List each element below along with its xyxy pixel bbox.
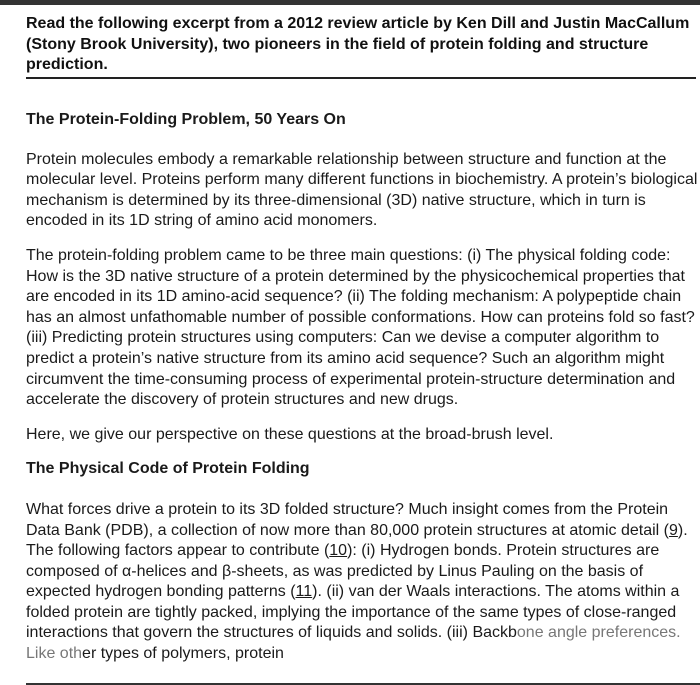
- paragraph-forces: [26, 500, 700, 665]
- article-excerpt: [26, 110, 700, 665]
- paragraph-structure-function: Protein molecules embody a remarkable relationship between structure and function at the molecular level. Proteins perform many different functions in biochemistry. A protein’s biological mechanism is determined by its three-dimensional (3D) native structure, which in turn is encoded in its 1D string of amino acid monomers.: [26, 150, 698, 230]
- paragraph-forces-text-3: ): (i) Hydrogen bonds. Protein structures are composed of α-helices and β-sheets, as was predicted by Linus Pauling on the basis of expected hydrogen bonding patterns (: [26, 542, 660, 601]
- struck-through-text: one angle preferences. Like oth: [26, 624, 681, 663]
- intro-divider: [26, 77, 696, 79]
- paragraph-forces-text-4: ). (ii) van der Waals interactions. The atoms within a folded protein are tightly packed, implying the importance of the same types of close-ranged interactions that govern the structures of liquids and solids. (iii) Backb: [26, 583, 680, 642]
- paragraph-three-questions: The protein-folding problem came to be three main questions: (i) The physical folding code: How is the 3D native structure of a protein determined by the physicochemical properties that are encoded in its 1D amino-acid sequence? (ii) The folding mechanism: A polypeptide chain has an almost unfathomable number of possible conformations. How can proteins fold so fast? (iii) Predicting protein structures using computers: Can we devise a computer algorithm to predict a protein’s native structure from its amino acid sequence? Such an algorithm might circumvent the time-consuming process of experimental protein-structure determination and accelerate the discovery of protein structures and new drugs.: [26, 246, 695, 409]
- paragraph-forces-text-1: What forces drive a protein to its 3D folded structure? Much insight comes from the Protein Data Bank (PDB), a collection of now more than 80,000 protein structures at atomic detail (: [26, 500, 669, 539]
- reference-link-11[interactable]: 11: [295, 583, 313, 601]
- reference-link-9[interactable]: 9: [668, 521, 678, 539]
- reference-link-10[interactable]: 10: [329, 542, 348, 560]
- intro-instruction: Read the following excerpt from a 2012 review article by Ken Dill and Justin MacCallum (Stony Brook University), two pioneers in the field of protein folding and structure prediction.: [26, 15, 690, 73]
- paragraph-forces-text-5: er types of polymers, protein: [82, 645, 284, 663]
- paragraph-forces-text-2: ). The following factors appear to contribute (: [26, 521, 688, 560]
- top-border: [0, 0, 700, 5]
- section-heading-physical-code: The Physical Code of Protein Folding: [26, 460, 310, 478]
- paragraph-perspective: Here, we give our perspective on these questions at the broad-brush level.: [26, 425, 554, 443]
- section-heading-folding-problem: The Protein-Folding Problem, 50 Years On: [26, 111, 346, 128]
